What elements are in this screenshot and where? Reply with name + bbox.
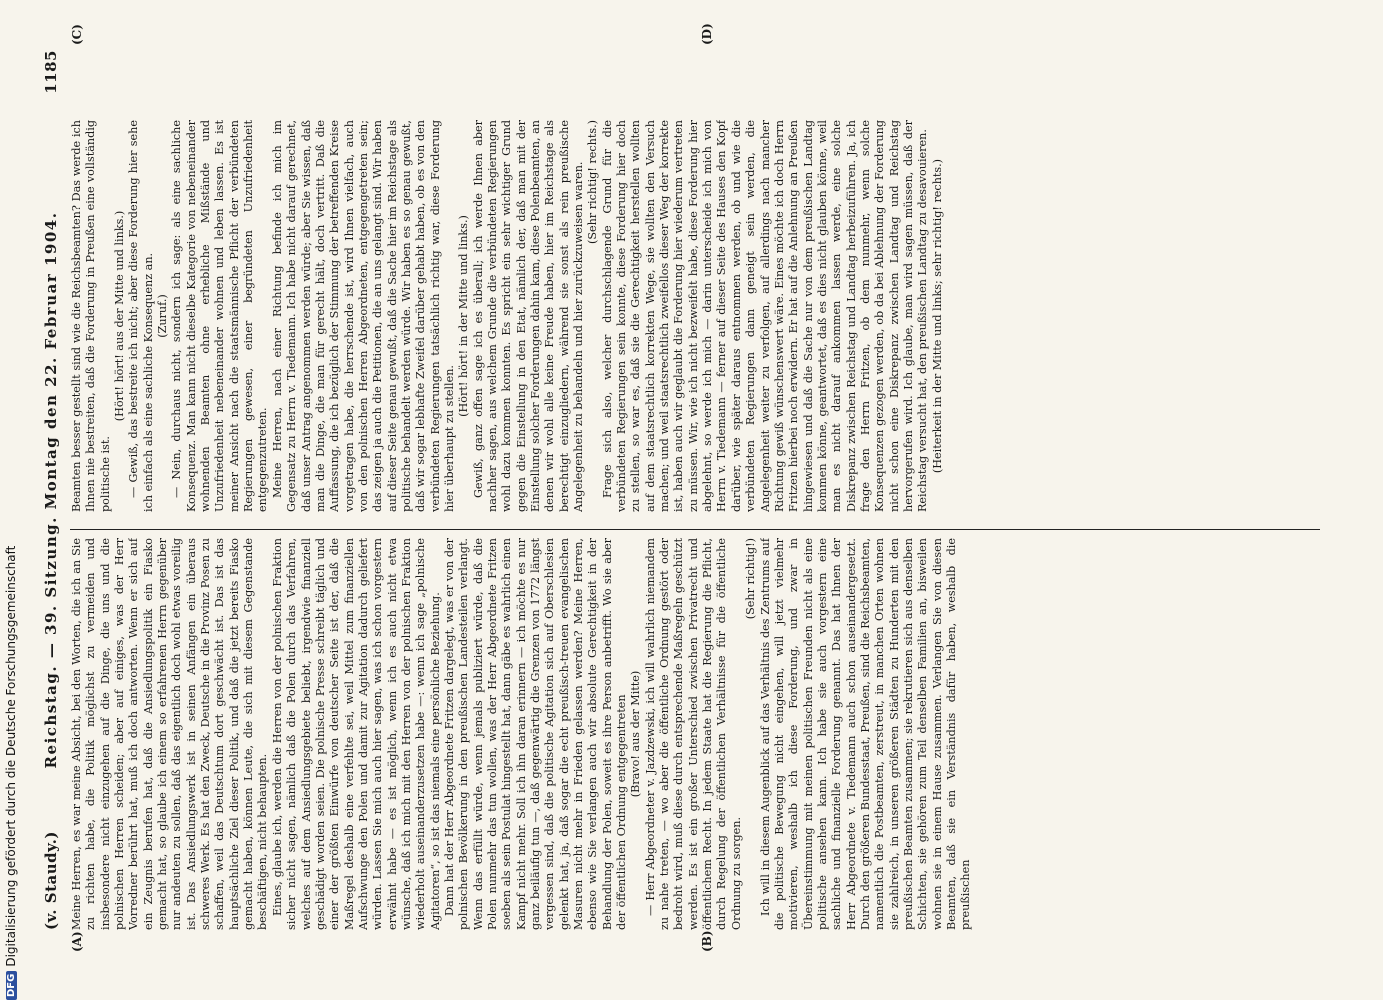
credit-text: Digitalisierung gefördert durch die Deutsche Forschungsgemeinschaft xyxy=(4,545,18,967)
paragraph: (Bravo! aus der Mitte) xyxy=(629,670,643,798)
paragraph: — Gewiß, das bestreite ich nicht; aber diese Forderung hier sehe ich einfach als eine sachliche Konsequenz an. xyxy=(127,120,155,512)
paragraph: — Herr Abgeordneter v. Jazdzewski, ich will wahrlich niemandem zu nahe treten, — wo aber die öffentliche Ordnung gestört oder bedroht wird, muß diese durch entsprechende Maßregeln geschützt werden. Es ist ein großer Unterschied zwischen Privatrecht und öffentlichem Recht. In jedem Staate hat die Regierung die Pflicht, durch Regelung der öffentlichen Verhältnisse für die öffentliche Ordnung zu sorgen. xyxy=(643,538,743,930)
paragraph: — Nein, durchaus nicht, sondern ich sage: als eine sachliche Konsequenz. Man kann nicht dieselbe Kategorie von nebeneinander wohnenden Beamten ohne erhebliche Mißstände und Unzufriedenheit nebeneinander wohnen und leben lassen. Es ist meiner Ansicht nach die staatsmännische Pflicht der verbündeten Regierungen gewesen, einer begründeten Unzufriedenheit entgegenzutreten. xyxy=(170,120,270,512)
paragraph: Meine Herren, es war meine Absicht, bei den Worten, die ich an Sie zu richten habe, die Politik möglichst zu vermeiden und insbesondere nicht einzugehen auf die Dinge, die uns und die polnischen Herren scheiden; aber auf einiges, was der Herr Vorredner berührt hat, muß ich doch antworten. Wenn er sich auf ein Zeugnis berufen hat, daß die Ansiedlungspolitik ein Fiasko gemacht hat, so glaube ich einem so erfahrenen Herrn gegenüber nur andeuten zu sollen, daß das eigentlich doch wohl etwas voreilig ist. Das Ansiedlungswerk ist in seinen Anfängen ein überaus schweres Werk. Es hat den Zweck, Deutsche in die Provinz Posen zu schaffen, weil das Deutschtum dort geschwächt ist. Das ist das hauptsächliche Ziel dieser Politik, und daß die jetzt bereits Fiasko gemacht haben, können Leute, die sich mit diesem Gegenstande beschäftigen, nicht behaupten. xyxy=(70,538,270,930)
margin-mark-d: (D) xyxy=(700,23,714,45)
speaker-label: (v. Staudy.) xyxy=(42,831,60,930)
paragraph: Eines, glaube ich, werden die Herren von der polnischen Fraktion sicher nicht sagen, nämlich daß die Polen durch das Verfahren, welches auf dem Ansiedlungsgebiete beliebt, irgendwie finanziell geschädigt worden seien. Die polnische Presse schreibt täglich und einer der größten Einwürfe von deutscher Seite ist der, daß die Maßregel deshalb eine verfehlte sei, weil Mittel zum finanziellen Aufschwunge den Polen und damit zur Agitation dadurch geliefert würden. Lassen Sie mich auch hier sagen, was ich schon vorgestern erwähnt habe — es ist möglich, wenn ich es auch nicht etwa wünsche, daß ich mich mit den Herren von der polnischen Fraktion wiederholt auseinanderzusetzen habe —: wenn ich sage „polnische Agitatoren“, so ist das niemals eine persönliche Beziehung. xyxy=(270,538,442,930)
page-number: 1185 xyxy=(42,50,60,94)
dfg-logo: DFG xyxy=(6,971,17,1000)
paragraph: (Sehr richtig! rechts.) xyxy=(586,120,600,245)
paragraph: (Hört! hört! in der Mitte und links.) xyxy=(457,215,471,417)
margin-mark-a: (A) xyxy=(70,931,84,952)
paragraph: (Hört! hört! aus der Mitte und links.) xyxy=(113,210,127,422)
paragraph: (Sehr richtig!) xyxy=(744,538,758,620)
right-text-column xyxy=(70,120,1320,512)
paragraph: Beamten besser gestellt sind wie die Reichsbeamten? Das werde ich Ihnen nie bestreiten, daß die Forderung in Preußen eine vollständig politische ist. xyxy=(70,120,112,512)
paragraph: Dann hat der Herr Abgeordnete Fritzen dargelegt, was er von der polnischen Bevölkerung in den preußischen Landesteilen verlangt. Wenn das erfüllt würde, wenn jemals publiziert würde, daß die Polen nunmehr das tun wollen, was der Herr Abgeordnete Fritzen soeben als sein Postulat hingestellt hat, dann gäbe es wahrlich einen Kampf nicht mehr. Soll ich ihn daran erinnern — ich möchte es nur ganz beiläufig tun —, daß gegenwärtig die Grenzen von 1772 längst vergessen sind, daß die politische Agitation sich auf Oberschlesien gelenkt hat, ja, daß sogar die echt preußisch-treuen evangelischen Masuren nicht mehr in Frieden gelassen werden? Meine Herren, ebenso wie Sie verlangen auch wir absolute Gerechtigkeit in der Behandlung der Polen, soweit es ihre Person anbetrifft. Wo sie aber der öffentlichen Ordnung entgegentreten xyxy=(442,538,629,930)
paragraph: Ich will in diesem Augenblick auf das Verhältnis des Zentrums auf die politische Bewegung nicht eingehen, will jetzt vielmehr motivieren, weshalb ich diese Forderung, und zwar in Übereinstimmung mit meinen politischen Freunden nicht als eine politische ansehen kann. Ich habe sie auch vorgestern eine sachliche und finanzielle Forderung genannt. Das hat Ihnen der Herr Abgeordnete v. Tiedemann auch schon auseinandergesetzt. Durch den größeren Bundesstaat, Preußen, sind die Reichsbeamten, namentlich die Postbeamten, zerstreut, in manchen Orten wohnen sie zahlreich, in unseren größeren Städten zu Hunderten mit den preußischen Beamten zusammen; sie rekrutieren sich aus denselben Schichten, sie gehören zum Teil denselben Familien an, bisweilen wohnen sie in einem Hause zusammen. Verlangen Sie von diesen Beamten, daß sie ein Verständnis dafür haben, weshalb die preußischen xyxy=(758,538,973,930)
left-text-column xyxy=(70,538,1320,930)
column-divider xyxy=(70,529,1320,530)
margin-mark-b: (B) xyxy=(700,930,714,952)
digitization-credit xyxy=(4,0,20,1000)
margin-mark-c: (C) xyxy=(70,24,84,45)
paragraph: (Heiterkeit in der Mitte und links; sehr richtig! rechts.) xyxy=(930,158,944,474)
page-header xyxy=(42,50,64,930)
paragraph: Meine Herren, nach einer Richtung befinde ich mich im Gegensatz zu Herrn v. Tiedemann. Ich habe nicht darauf gerechnet, daß unser Antrag angenommen werden würde; aber Sie wissen, daß man die Dinge, die man für gerecht hält, doch vertritt. Daß die Auffassung, die ich bezüglich der Stimmung der betreffenden Kreise vorgetragen habe, die herrschende ist, wird Ihnen vielfach, auch von den polnischen Herren Abgeordneten, entgegengetreten sein; das zeigen ja auch die Petitionen, die an uns gelangt sind. Wir haben auf dieser Seite genau gewußt, daß die Sache hier im Reichstage als politische behandelt werden würde. Wir haben es so genau gewußt, daß wir sogar lebhafte Zweifel darüber gehabt haben, ob es von den verbündeten Regierungen tatsächlich richtig war, diese Forderung hier überhaupt zu stellen. xyxy=(270,120,456,512)
page-title: Reichstag. — 39. Sitzung. Montag den 22. Februar 1904. xyxy=(42,211,60,769)
paragraph: Frage sich also, welcher durchschlagende Grund für die verbündeten Regierungen sein konnte, diese Forderung hier doch zu stellen, so war es, daß sie die Gerechtigkeit herstellen wollten auf dem staatsrechtlich korrekten Wege, sie wollten den Versuch machen; und weil staatsrechtlich zweifellos dieser Weg der korrekte ist, haben auch wir geglaubt die Forderung hier wiederum vertreten zu müssen. Wir, wie ich nicht bezweifelt habe, diese Forderung hier abgelehnt, so werde ich mich — darin unterscheide ich mich von Herrn v. Tiedemann — ferner auf dieser Seite des Hauses den Kopf darüber, wie später daraus entnommen werden, ob und wie die verbündeten Regierungen dann geneigt sein werden, die Angelegenheit weiter zu verfolgen, auf allerdings nach mancher Richtung gewiß wünschenswert wäre. Eines möchte ich doch Herrn Fritzen hierbei noch erwidern. Er hat auf die Anlehnung an Preußen hingewiesen und daß die Sache nur von dem preußischen Landtag kommen könne, geantwortet, daß es dies nicht glauben könne, weil man es nicht darauf ankommen lassen werde, eine solche Diskrepanz zwischen Reichstag und Landtag herbeizuführen. Ja, ich frage den Herrn Fritzen, ob dem nunmehr, wenn solche Konsequenzen gezogen werden, ob da bei Ablehnung der Forderung nicht schon eine Diskrepanz zwischen Landtag und Reichstag hervorgerufen wird. Ich glaube, man wird sagen müssen, daß der Reichstag versucht hat, den preußischen Landtag zu desavouieren. xyxy=(600,120,930,512)
paragraph: Gewiß, ganz offen sage ich es überall; ich werde Ihnen aber nachher sagen, aus welchem Grunde die verbündeten Regierungen wohl dazu kommen konnten. Es spricht ein sehr wichtiger Grund gegen die Einstellung in den Etat, nämlich der, daß man mit der Einstellung solcher Forderungen dahin kam, diese Polenbeamten, an denen wir wohl alle keine Freude haben, hier im Reichstage als berechtigt einzugliedern, während sie sonst als rein preußische Angelegenheit zu behandeln und hier zurückzuweisen waren. xyxy=(471,120,586,512)
paragraph: (Zuruf.) xyxy=(156,294,170,338)
